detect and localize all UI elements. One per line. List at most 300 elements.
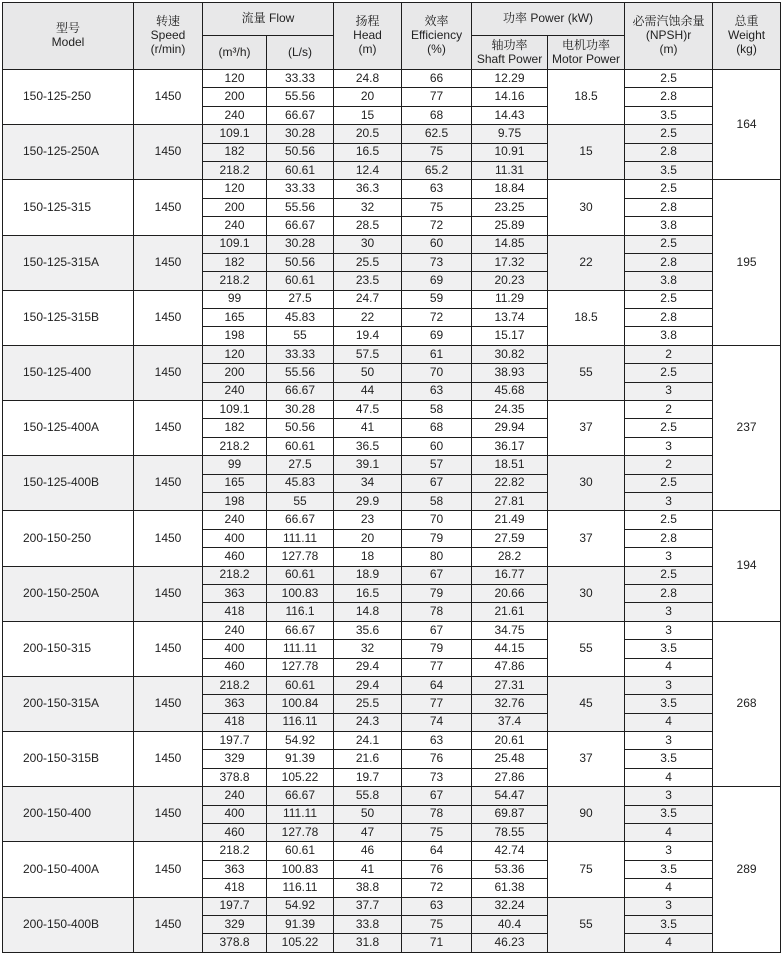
npsh-cell: 4 <box>625 658 713 676</box>
npsh-cell: 2.8 <box>625 88 713 106</box>
shaft-power-cell: 20.66 <box>472 584 548 602</box>
flow-m3h-cell: 418 <box>203 603 267 621</box>
npsh-cell: 3 <box>625 676 713 694</box>
flow-ls-cell: 60.61 <box>267 566 334 584</box>
shaft-power-cell: 27.81 <box>472 492 548 510</box>
shaft-power-cell: 21.49 <box>472 511 548 529</box>
flow-ls-cell: 33.33 <box>267 345 334 363</box>
npsh-cell: 3.5 <box>625 161 713 179</box>
npsh-cell: 2.5 <box>625 180 713 198</box>
head-cell: 44 <box>334 382 402 400</box>
flow-m3h-cell: 165 <box>203 309 267 327</box>
flow-m3h-cell: 460 <box>203 548 267 566</box>
head-cell: 33.8 <box>334 915 402 933</box>
table-row <box>3 897 781 915</box>
speed-cell: 1450 <box>134 732 203 787</box>
efficiency-cell: 69 <box>402 272 472 290</box>
npsh-cell: 3.5 <box>625 860 713 878</box>
efficiency-cell: 62.5 <box>402 125 472 143</box>
table-row <box>3 180 781 198</box>
npsh-cell: 4 <box>625 934 713 952</box>
head-cell: 18 <box>334 548 402 566</box>
flow-m3h-cell: 400 <box>203 529 267 547</box>
flow-ls-cell: 55.56 <box>267 364 334 382</box>
head-cell: 46 <box>334 842 402 860</box>
flow-m3h-cell: 329 <box>203 915 267 933</box>
speed-cell: 1450 <box>134 787 203 842</box>
efficiency-cell: 57 <box>402 456 472 474</box>
flow-m3h-cell: 418 <box>203 713 267 731</box>
table-row <box>3 345 781 363</box>
flow-ls-cell: 66.67 <box>267 106 334 124</box>
head-cell: 36.3 <box>334 180 402 198</box>
head-cell: 39.1 <box>334 456 402 474</box>
npsh-cell: 2.8 <box>625 529 713 547</box>
head-cell: 19.7 <box>334 768 402 786</box>
flow-m3h-cell: 99 <box>203 456 267 474</box>
flow-ls-cell: 105.22 <box>267 934 334 952</box>
motor-power-cell: 45 <box>548 676 625 731</box>
flow-ls-cell: 127.78 <box>267 824 334 842</box>
shaft-power-cell: 15.17 <box>472 327 548 345</box>
flow-m3h-cell: 363 <box>203 695 267 713</box>
shaft-power-cell: 20.23 <box>472 272 548 290</box>
efficiency-cell: 70 <box>402 364 472 382</box>
head-cell: 21.6 <box>334 750 402 768</box>
efficiency-cell: 79 <box>402 529 472 547</box>
speed-cell: 1450 <box>134 621 203 676</box>
motor-power-cell: 18.5 <box>548 290 625 345</box>
table-row <box>3 842 781 860</box>
flow-m3h-cell: 218.2 <box>203 676 267 694</box>
header-power: 功率 Power (kW) <box>472 3 625 36</box>
pump-spec-table <box>2 2 781 953</box>
npsh-cell: 2.5 <box>625 235 713 253</box>
table-row <box>3 70 781 88</box>
head-cell: 24.1 <box>334 732 402 750</box>
flow-m3h-cell: 400 <box>203 640 267 658</box>
shaft-power-cell: 16.77 <box>472 566 548 584</box>
efficiency-cell: 63 <box>402 897 472 915</box>
npsh-cell: 2.5 <box>625 511 713 529</box>
table-row <box>3 290 781 308</box>
flow-ls-cell: 111.11 <box>267 640 334 658</box>
head-cell: 47.5 <box>334 401 402 419</box>
npsh-cell: 3.5 <box>625 915 713 933</box>
head-cell: 16.5 <box>334 584 402 602</box>
npsh-cell: 4 <box>625 879 713 897</box>
flow-m3h-cell: 240 <box>203 217 267 235</box>
table-body <box>3 70 781 953</box>
flow-m3h-cell: 165 <box>203 474 267 492</box>
npsh-cell: 3.8 <box>625 327 713 345</box>
speed-cell: 1450 <box>134 566 203 621</box>
shaft-power-cell: 21.61 <box>472 603 548 621</box>
shaft-power-cell: 34.75 <box>472 621 548 639</box>
flow-m3h-cell: 400 <box>203 805 267 823</box>
motor-power-cell: 55 <box>548 621 625 676</box>
shaft-power-cell: 11.31 <box>472 161 548 179</box>
head-cell: 18.9 <box>334 566 402 584</box>
head-cell: 15 <box>334 106 402 124</box>
header-efficiency: 效率 Efficiency (%) <box>402 3 472 70</box>
npsh-cell: 4 <box>625 768 713 786</box>
npsh-cell: 4 <box>625 824 713 842</box>
npsh-cell: 3.5 <box>625 106 713 124</box>
flow-m3h-cell: 218.2 <box>203 161 267 179</box>
shaft-power-cell: 12.29 <box>472 70 548 88</box>
shaft-power-cell: 25.48 <box>472 750 548 768</box>
head-cell: 12.4 <box>334 161 402 179</box>
model-cell: 200-150-315B <box>3 732 134 787</box>
motor-power-cell: 30 <box>548 566 625 621</box>
shaft-power-cell: 36.17 <box>472 437 548 455</box>
flow-ls-cell: 55.56 <box>267 198 334 216</box>
npsh-cell: 2 <box>625 345 713 363</box>
efficiency-cell: 61 <box>402 345 472 363</box>
header-flow: 流量 Flow <box>203 3 334 36</box>
model-cell: 150-125-400A <box>3 401 134 456</box>
flow-m3h-cell: 240 <box>203 106 267 124</box>
header-motor-power: 电机功率 Motor Power <box>548 36 625 70</box>
efficiency-cell: 72 <box>402 309 472 327</box>
npsh-cell: 3.5 <box>625 695 713 713</box>
header-speed: 转速 Speed (r/min) <box>134 3 203 70</box>
weight-cell: 289 <box>713 787 781 953</box>
efficiency-cell: 60 <box>402 437 472 455</box>
weight-cell: 268 <box>713 621 781 787</box>
flow-ls-cell: 91.39 <box>267 750 334 768</box>
npsh-cell: 2.8 <box>625 143 713 161</box>
model-cell: 200-150-315A <box>3 676 134 731</box>
model-cell: 200-150-315 <box>3 621 134 676</box>
npsh-cell: 2.8 <box>625 253 713 271</box>
flow-ls-cell: 33.33 <box>267 70 334 88</box>
npsh-cell: 2 <box>625 456 713 474</box>
npsh-cell: 3.5 <box>625 805 713 823</box>
header-head: 扬程 Head (m) <box>334 3 402 70</box>
efficiency-cell: 64 <box>402 676 472 694</box>
flow-ls-cell: 50.56 <box>267 143 334 161</box>
efficiency-cell: 68 <box>402 106 472 124</box>
head-cell: 38.8 <box>334 879 402 897</box>
motor-power-cell: 55 <box>548 897 625 952</box>
efficiency-cell: 78 <box>402 603 472 621</box>
head-cell: 50 <box>334 364 402 382</box>
head-cell: 41 <box>334 419 402 437</box>
head-cell: 50 <box>334 805 402 823</box>
speed-cell: 1450 <box>134 842 203 897</box>
motor-power-cell: 30 <box>548 180 625 235</box>
flow-ls-cell: 60.61 <box>267 437 334 455</box>
npsh-cell: 2.8 <box>625 309 713 327</box>
motor-power-cell: 15 <box>548 125 625 180</box>
efficiency-cell: 58 <box>402 492 472 510</box>
efficiency-cell: 67 <box>402 621 472 639</box>
flow-m3h-cell: 120 <box>203 180 267 198</box>
shaft-power-cell: 27.31 <box>472 676 548 694</box>
npsh-cell: 3 <box>625 842 713 860</box>
shaft-power-cell: 30.82 <box>472 345 548 363</box>
efficiency-cell: 60 <box>402 235 472 253</box>
shaft-power-cell: 9.75 <box>472 125 548 143</box>
flow-m3h-cell: 120 <box>203 70 267 88</box>
efficiency-cell: 66 <box>402 70 472 88</box>
npsh-cell: 3 <box>625 548 713 566</box>
flow-m3h-cell: 240 <box>203 787 267 805</box>
flow-ls-cell: 50.56 <box>267 419 334 437</box>
head-cell: 16.5 <box>334 143 402 161</box>
motor-power-cell: 90 <box>548 787 625 842</box>
flow-ls-cell: 55 <box>267 492 334 510</box>
model-cell: 150-125-315 <box>3 180 134 235</box>
npsh-cell: 3 <box>625 732 713 750</box>
shaft-power-cell: 17.32 <box>472 253 548 271</box>
table-row <box>3 511 781 529</box>
flow-ls-cell: 54.92 <box>267 732 334 750</box>
shaft-power-cell: 27.59 <box>472 529 548 547</box>
npsh-cell: 2.5 <box>625 566 713 584</box>
flow-m3h-cell: 218.2 <box>203 437 267 455</box>
efficiency-cell: 58 <box>402 401 472 419</box>
npsh-cell: 3 <box>625 437 713 455</box>
header-flow-ls: (L/s) <box>267 36 334 70</box>
motor-power-cell: 37 <box>548 401 625 456</box>
flow-m3h-cell: 109.1 <box>203 235 267 253</box>
head-cell: 37.7 <box>334 897 402 915</box>
model-cell: 150-125-400 <box>3 345 134 400</box>
flow-ls-cell: 66.67 <box>267 787 334 805</box>
npsh-cell: 3 <box>625 897 713 915</box>
flow-m3h-cell: 198 <box>203 492 267 510</box>
flow-ls-cell: 45.83 <box>267 474 334 492</box>
shaft-power-cell: 32.24 <box>472 897 548 915</box>
header-flow-m3h: (m³/h) <box>203 36 267 70</box>
shaft-power-cell: 20.61 <box>472 732 548 750</box>
shaft-power-cell: 23.25 <box>472 198 548 216</box>
efficiency-cell: 63 <box>402 382 472 400</box>
flow-m3h-cell: 218.2 <box>203 272 267 290</box>
flow-m3h-cell: 182 <box>203 419 267 437</box>
shaft-power-cell: 29.94 <box>472 419 548 437</box>
efficiency-cell: 59 <box>402 290 472 308</box>
shaft-power-cell: 10.91 <box>472 143 548 161</box>
table-row <box>3 235 781 253</box>
flow-ls-cell: 27.5 <box>267 290 334 308</box>
npsh-cell: 3 <box>625 621 713 639</box>
npsh-cell: 3 <box>625 382 713 400</box>
flow-m3h-cell: 378.8 <box>203 768 267 786</box>
shaft-power-cell: 61.38 <box>472 879 548 897</box>
weight-cell: 164 <box>713 70 781 180</box>
head-cell: 25.5 <box>334 253 402 271</box>
speed-cell: 1450 <box>134 125 203 180</box>
efficiency-cell: 68 <box>402 419 472 437</box>
flow-m3h-cell: 99 <box>203 290 267 308</box>
efficiency-cell: 71 <box>402 934 472 952</box>
head-cell: 28.5 <box>334 217 402 235</box>
table-row <box>3 401 781 419</box>
flow-ls-cell: 66.67 <box>267 382 334 400</box>
speed-cell: 1450 <box>134 290 203 345</box>
npsh-cell: 3.8 <box>625 217 713 235</box>
flow-m3h-cell: 200 <box>203 364 267 382</box>
shaft-power-cell: 13.74 <box>472 309 548 327</box>
efficiency-cell: 75 <box>402 824 472 842</box>
efficiency-cell: 78 <box>402 805 472 823</box>
shaft-power-cell: 22.82 <box>472 474 548 492</box>
head-cell: 20.5 <box>334 125 402 143</box>
efficiency-cell: 79 <box>402 584 472 602</box>
flow-ls-cell: 100.84 <box>267 695 334 713</box>
model-cell: 200-150-400A <box>3 842 134 897</box>
shaft-power-cell: 53.36 <box>472 860 548 878</box>
speed-cell: 1450 <box>134 401 203 456</box>
head-cell: 20 <box>334 529 402 547</box>
flow-ls-cell: 100.83 <box>267 860 334 878</box>
flow-ls-cell: 105.22 <box>267 768 334 786</box>
flow-ls-cell: 54.92 <box>267 897 334 915</box>
flow-m3h-cell: 329 <box>203 750 267 768</box>
flow-ls-cell: 45.83 <box>267 309 334 327</box>
motor-power-cell: 37 <box>548 732 625 787</box>
header-weight: 总重 Weight (kg) <box>713 3 781 70</box>
flow-ls-cell: 66.67 <box>267 511 334 529</box>
shaft-power-cell: 78.55 <box>472 824 548 842</box>
npsh-cell: 3 <box>625 603 713 621</box>
shaft-power-cell: 54.47 <box>472 787 548 805</box>
efficiency-cell: 75 <box>402 198 472 216</box>
weight-cell: 237 <box>713 345 781 511</box>
shaft-power-cell: 69.87 <box>472 805 548 823</box>
flow-m3h-cell: 240 <box>203 511 267 529</box>
efficiency-cell: 77 <box>402 695 472 713</box>
shaft-power-cell: 37.4 <box>472 713 548 731</box>
header-shaft-power: 轴功率 Shaft Power <box>472 36 548 70</box>
model-cell: 200-150-400 <box>3 787 134 842</box>
flow-ls-cell: 30.28 <box>267 235 334 253</box>
efficiency-cell: 80 <box>402 548 472 566</box>
shaft-power-cell: 38.93 <box>472 364 548 382</box>
flow-ls-cell: 55 <box>267 327 334 345</box>
table-row <box>3 621 781 639</box>
head-cell: 23.5 <box>334 272 402 290</box>
flow-m3h-cell: 240 <box>203 621 267 639</box>
flow-m3h-cell: 109.1 <box>203 125 267 143</box>
head-cell: 57.5 <box>334 345 402 363</box>
table-row <box>3 787 781 805</box>
head-cell: 36.5 <box>334 437 402 455</box>
motor-power-cell: 18.5 <box>548 70 625 125</box>
model-cell: 150-125-250A <box>3 125 134 180</box>
efficiency-cell: 77 <box>402 88 472 106</box>
head-cell: 20 <box>334 88 402 106</box>
flow-m3h-cell: 418 <box>203 879 267 897</box>
head-cell: 35.6 <box>334 621 402 639</box>
efficiency-cell: 69 <box>402 327 472 345</box>
flow-ls-cell: 111.11 <box>267 529 334 547</box>
efficiency-cell: 67 <box>402 566 472 584</box>
shaft-power-cell: 27.86 <box>472 768 548 786</box>
motor-power-cell: 75 <box>548 842 625 897</box>
npsh-cell: 2.5 <box>625 474 713 492</box>
table-row <box>3 125 781 143</box>
flow-m3h-cell: 197.7 <box>203 897 267 915</box>
efficiency-cell: 73 <box>402 253 472 271</box>
head-cell: 31.8 <box>334 934 402 952</box>
motor-power-cell: 22 <box>548 235 625 290</box>
weight-cell: 194 <box>713 511 781 621</box>
flow-ls-cell: 30.28 <box>267 125 334 143</box>
flow-ls-cell: 91.39 <box>267 915 334 933</box>
speed-cell: 1450 <box>134 676 203 731</box>
table-row <box>3 676 781 694</box>
flow-ls-cell: 116.11 <box>267 879 334 897</box>
flow-ls-cell: 33.33 <box>267 180 334 198</box>
npsh-cell: 2.5 <box>625 290 713 308</box>
head-cell: 29.9 <box>334 492 402 510</box>
head-cell: 25.5 <box>334 695 402 713</box>
npsh-cell: 2.5 <box>625 419 713 437</box>
table-row <box>3 456 781 474</box>
efficiency-cell: 79 <box>402 640 472 658</box>
head-cell: 22 <box>334 309 402 327</box>
flow-m3h-cell: 109.1 <box>203 401 267 419</box>
flow-ls-cell: 127.78 <box>267 548 334 566</box>
flow-m3h-cell: 218.2 <box>203 842 267 860</box>
efficiency-cell: 75 <box>402 143 472 161</box>
head-cell: 29.4 <box>334 658 402 676</box>
motor-power-cell: 37 <box>548 511 625 566</box>
head-cell: 14.8 <box>334 603 402 621</box>
model-cell: 150-125-400B <box>3 456 134 511</box>
flow-ls-cell: 50.56 <box>267 253 334 271</box>
head-cell: 32 <box>334 198 402 216</box>
head-cell: 23 <box>334 511 402 529</box>
head-cell: 29.4 <box>334 676 402 694</box>
flow-m3h-cell: 120 <box>203 345 267 363</box>
shaft-power-cell: 18.51 <box>472 456 548 474</box>
efficiency-cell: 76 <box>402 860 472 878</box>
flow-m3h-cell: 363 <box>203 860 267 878</box>
head-cell: 47 <box>334 824 402 842</box>
shaft-power-cell: 11.29 <box>472 290 548 308</box>
motor-power-cell: 30 <box>548 456 625 511</box>
efficiency-cell: 64 <box>402 842 472 860</box>
model-cell: 200-150-250A <box>3 566 134 621</box>
flow-m3h-cell: 218.2 <box>203 566 267 584</box>
npsh-cell: 2.8 <box>625 198 713 216</box>
efficiency-cell: 70 <box>402 511 472 529</box>
shaft-power-cell: 28.2 <box>472 548 548 566</box>
head-cell: 24.8 <box>334 70 402 88</box>
flow-m3h-cell: 378.8 <box>203 934 267 952</box>
motor-power-cell: 55 <box>548 345 625 400</box>
flow-ls-cell: 116.11 <box>267 713 334 731</box>
npsh-cell: 3 <box>625 492 713 510</box>
efficiency-cell: 63 <box>402 180 472 198</box>
flow-ls-cell: 30.28 <box>267 401 334 419</box>
speed-cell: 1450 <box>134 235 203 290</box>
efficiency-cell: 67 <box>402 474 472 492</box>
model-cell: 200-150-400B <box>3 897 134 952</box>
flow-ls-cell: 66.67 <box>267 217 334 235</box>
speed-cell: 1450 <box>134 180 203 235</box>
efficiency-cell: 65.2 <box>402 161 472 179</box>
model-cell: 150-125-315A <box>3 235 134 290</box>
npsh-cell: 2 <box>625 401 713 419</box>
model-cell: 200-150-250 <box>3 511 134 566</box>
